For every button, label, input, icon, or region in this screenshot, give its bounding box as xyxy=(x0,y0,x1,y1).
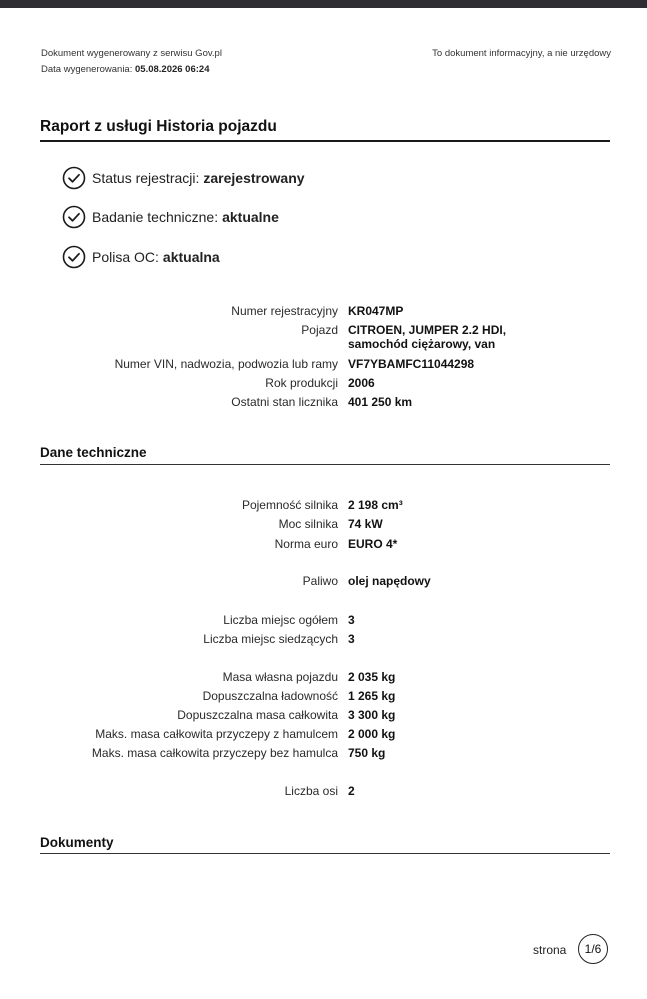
field-label: Ostatni stan licznika xyxy=(231,395,338,409)
field-label: Rok produkcji xyxy=(265,376,338,390)
field-value: 2006 xyxy=(348,376,375,390)
field-label: Masa własna pojazdu xyxy=(222,670,338,684)
field-label: Maks. masa całkowita przyczepy z hamulcem xyxy=(95,727,338,741)
status-value: aktualne xyxy=(222,209,279,225)
section-title-documents: Dokumenty xyxy=(40,835,114,850)
field-value: 1 265 kg xyxy=(348,689,396,703)
field-value: 3 xyxy=(348,613,355,627)
section-divider xyxy=(40,464,610,465)
field-value: 3 300 kg xyxy=(348,708,396,722)
generation-date-label: Data wygenerowania: xyxy=(41,64,133,75)
field-label: Paliwo xyxy=(302,574,338,588)
document-header-info xyxy=(41,46,222,78)
section-title-technical: Dane techniczne xyxy=(40,445,147,460)
field-label: Pojemność silnika xyxy=(241,498,338,512)
status-label: Polisa OC: xyxy=(92,249,159,265)
generated-by-text: Dokument wygenerowany z serwisu Gov.pl xyxy=(41,48,222,59)
status-registration xyxy=(62,166,305,190)
field-label: Numer rejestracyjny xyxy=(231,304,338,318)
status-inspection xyxy=(62,205,279,229)
status-label: Badanie techniczne: xyxy=(92,209,219,225)
status-value: aktualna xyxy=(162,249,220,265)
section-divider xyxy=(40,853,610,854)
field-value: 3 xyxy=(348,632,355,646)
field-label: Liczba miejsc siedzących xyxy=(203,632,338,646)
field-label: Maks. masa całkowita przyczepy bez hamulca xyxy=(91,746,338,760)
field-value: 2 035 kg xyxy=(348,670,396,684)
field-value: 401 250 km xyxy=(348,395,413,409)
page-label: strona xyxy=(533,943,567,957)
field-value: 2 000 kg xyxy=(348,727,396,741)
generation-date-value: 05.08.2026 06:24 xyxy=(135,64,210,75)
check-circle-icon xyxy=(62,245,86,269)
field-value: EURO 4* xyxy=(348,537,398,551)
field-value: 2 198 cm³ xyxy=(348,498,403,512)
title-divider xyxy=(40,140,610,142)
check-circle-icon xyxy=(62,205,86,229)
field-value: VF7YBAMFC11044298 xyxy=(348,357,475,371)
status-value: zarejestrowany xyxy=(203,170,305,186)
field-label: Pojazd xyxy=(301,323,338,337)
disclaimer-text: To dokument informacyjny, a nie urzędowy xyxy=(432,48,611,59)
status-label: Status rejestracji: xyxy=(92,170,200,186)
page-title: Raport z usługi Historia pojazdu xyxy=(40,118,277,135)
field-label: Numer VIN, nadwozia, podwozia lub ramy xyxy=(114,357,338,371)
field-value: CITROEN, JUMPER 2.2 HDI, samochód ciężarowy, van xyxy=(348,323,507,351)
field-label: Norma euro xyxy=(274,537,338,551)
field-value: 74 kW xyxy=(348,517,383,531)
field-value: 2 xyxy=(348,784,355,798)
field-label: Moc silnika xyxy=(278,517,338,531)
field-label: Liczba osi xyxy=(284,784,338,798)
page-indicator: 1/6 xyxy=(578,934,608,964)
status-insurance xyxy=(62,245,220,269)
check-circle-icon xyxy=(62,166,86,190)
field-label: Dopuszczalna ładowność xyxy=(202,689,338,703)
field-value: olej napędowy xyxy=(348,574,431,588)
field-value: 750 kg xyxy=(348,746,386,760)
field-value: KR047MP xyxy=(348,304,404,318)
generation-date xyxy=(41,62,222,78)
field-label: Liczba miejsc ogółem xyxy=(223,613,338,627)
top-bar xyxy=(0,0,647,8)
field-label: Dopuszczalna masa całkowita xyxy=(177,708,338,722)
